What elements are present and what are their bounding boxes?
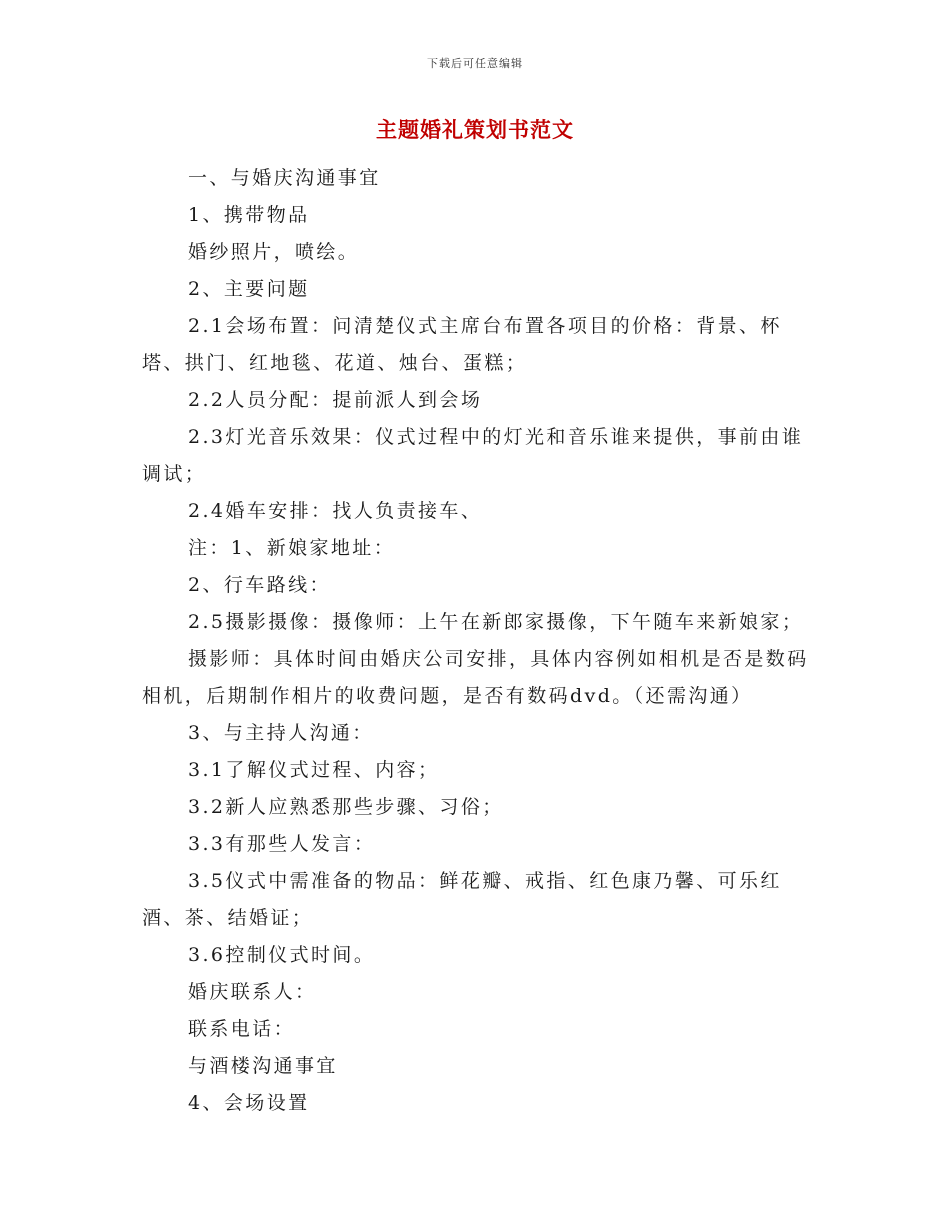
paragraph: 3.5仪式中需准备的物品：鲜花瓣、戒指、红色康乃馨、可乐红酒、茶、结婚证； [142, 870, 782, 929]
paragraph: 4、会场设置 [188, 1092, 310, 1114]
paragraph: 1、携带物品 [188, 204, 310, 226]
paragraph: 一、与婚庆沟通事宜 [188, 167, 381, 189]
paragraph: 2.3灯光音乐效果：仪式过程中的灯光和音乐谁来提供，事前由谁调试； [142, 426, 804, 485]
paragraph: 3.3有那些人发言： [188, 833, 376, 855]
paragraph: 与酒楼沟通事宜 [188, 1055, 338, 1077]
header-note: 下载后可任意编辑 [427, 57, 523, 70]
document-title: 主题婚礼策划书范文 [376, 117, 574, 142]
paragraph: 2、主要问题 [188, 278, 310, 300]
paragraph: 3.1了解仪式过程、内容； [188, 759, 440, 781]
paragraph: 3.6控制仪式时间。 [188, 944, 376, 966]
paragraph: 2.5摄影摄像：摄像师：上午在新郎家摄像，下午随车来新娘家； [188, 611, 804, 633]
paragraph: 2、行车路线： [188, 574, 331, 596]
paragraph: 3、与主持人沟通： [188, 722, 374, 744]
paragraph: 2.1会场布置：问清楚仪式主席台布置各项目的价格：背景、杯塔、拱门、红地毯、花道、烛台、蛋糕； [142, 315, 782, 374]
paragraph: 注：1、新娘家地址： [188, 537, 396, 559]
document-body [142, 160, 822, 1122]
paragraph: 摄影师：具体时间由婚庆公司安排，具体内容例如相机是否是数码相机，后期制作相片的收费问题，是否有数码dvd。（还需沟通） [142, 648, 809, 707]
paragraph: 婚纱照片，喷绘。 [188, 241, 360, 263]
paragraph: 2.2人员分配：提前派人到会场 [188, 389, 483, 411]
paragraph: 2.4婚车安排：找人负责接车、 [188, 500, 483, 522]
paragraph: 联系电话： [188, 1018, 296, 1040]
paragraph: 婚庆联系人： [188, 981, 317, 1003]
paragraph: 3.2新人应熟悉那些步骤、习俗； [188, 796, 504, 818]
